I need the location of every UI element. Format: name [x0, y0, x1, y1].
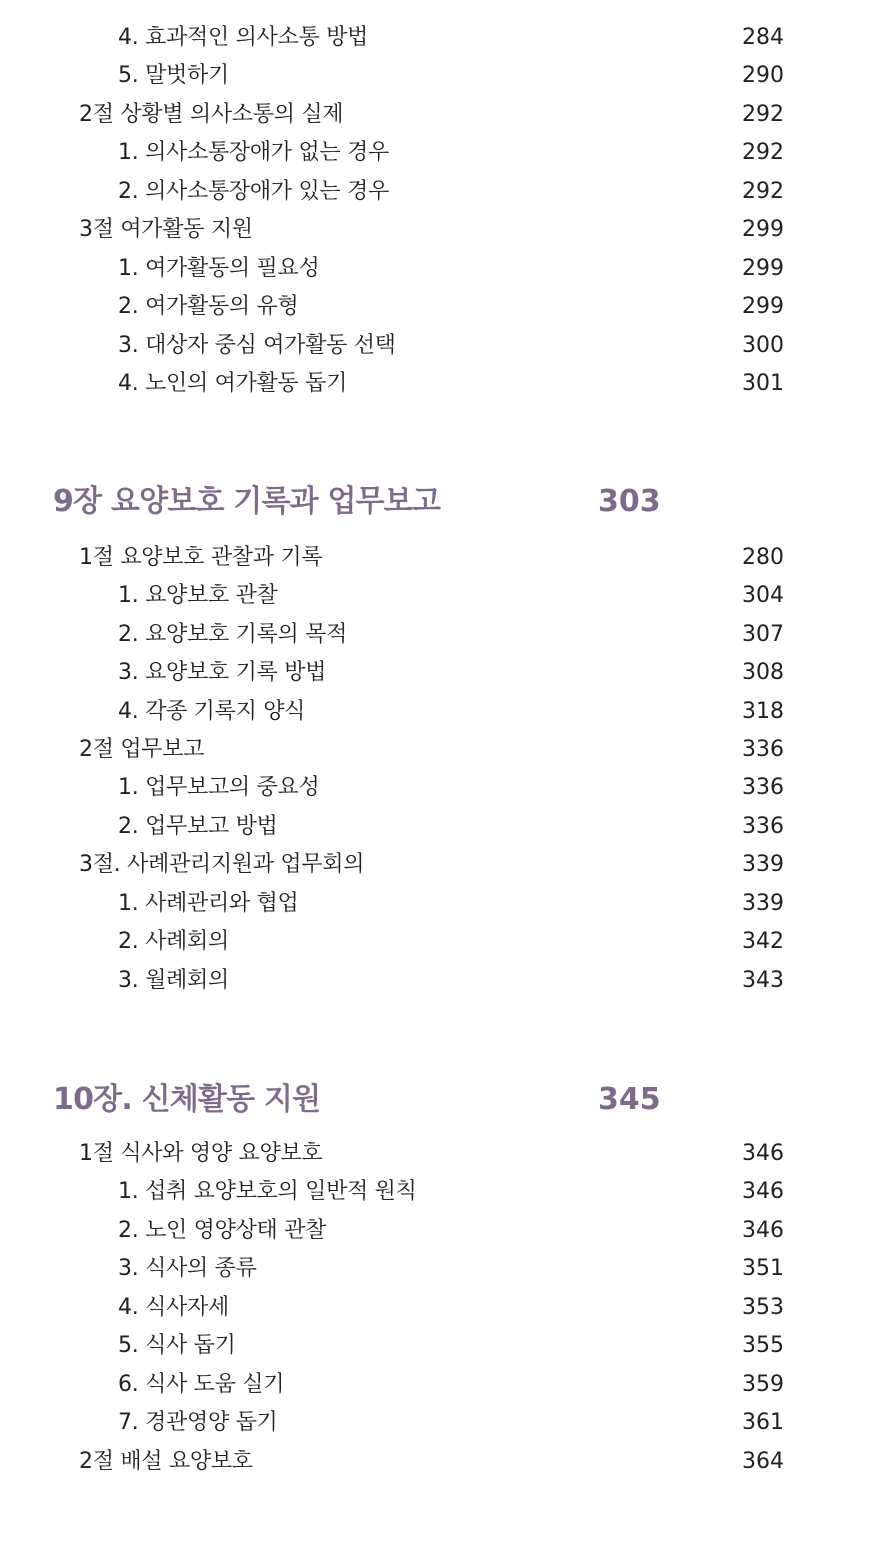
chapter-page: 303: [598, 484, 661, 519]
toc-entry-page: 284: [742, 25, 784, 50]
toc-section-label: 2절 배설 요양보호: [79, 1449, 253, 1474]
toc-entry-page: 339: [742, 891, 784, 916]
toc-entry[interactable]: [0, 173, 889, 211]
chapter-title: 9장 요양보호 기록과 업무보고: [53, 484, 441, 519]
toc-entry-page: 355: [742, 1333, 784, 1358]
chapter-title: 10장. 신체활동 지원: [53, 1082, 321, 1117]
toc-entry-label: 6. 식사 도움 실기: [118, 1372, 285, 1397]
toc-entry[interactable]: [0, 19, 889, 57]
toc-entry-page: 299: [742, 256, 784, 281]
toc-entry[interactable]: [0, 693, 889, 731]
toc-entry[interactable]: [0, 1366, 889, 1404]
toc-entry-page: 304: [742, 583, 784, 608]
toc-entry-page: 343: [742, 968, 784, 993]
toc-entry[interactable]: [0, 327, 889, 365]
toc-entry-label: 1. 업무보고의 중요성: [118, 775, 320, 800]
toc-entry-label: 2. 업무보고 방법: [118, 814, 278, 839]
toc-section-page: 336: [742, 737, 784, 762]
toc-section-label: 3절 여가활동 지원: [79, 217, 253, 242]
toc-entry-page: 292: [742, 179, 784, 204]
toc-section-label: 3절. 사례관리지원과 업무회의: [79, 852, 365, 877]
toc-entry-label: 7. 경관영양 돕기: [118, 1410, 278, 1435]
toc-entry-page: 307: [742, 622, 784, 647]
toc-section-page: 346: [742, 1141, 784, 1166]
toc-section-page: 280: [742, 545, 784, 570]
toc-entry[interactable]: [0, 57, 889, 95]
toc-section[interactable]: [0, 211, 889, 249]
toc-entry[interactable]: [0, 288, 889, 326]
toc-entry-label: 2. 여가활동의 유형: [118, 294, 299, 319]
toc-entry-page: 346: [742, 1179, 784, 1204]
toc-section-label: 1절 식사와 영양 요양보호: [79, 1141, 323, 1166]
toc-entry-page: 342: [742, 929, 784, 954]
toc-entry[interactable]: [0, 962, 889, 1000]
toc-entry-page: 299: [742, 294, 784, 319]
toc-entry-page: 351: [742, 1256, 784, 1281]
toc-entry-page: 300: [742, 333, 784, 358]
toc-entry-label: 3. 요양보호 기록 방법: [118, 660, 327, 685]
toc-entry[interactable]: [0, 885, 889, 923]
toc-entry-page: 336: [742, 775, 784, 800]
toc-entry[interactable]: [0, 1173, 889, 1211]
toc-entry-label: 2. 요양보호 기록의 목적: [118, 622, 348, 647]
toc-entry[interactable]: [0, 577, 889, 615]
toc-section-page: 299: [742, 217, 784, 242]
chapter-page: 345: [598, 1082, 661, 1117]
toc-section-label: 2절 업무보고: [79, 737, 205, 762]
toc-entry-label: 2. 의사소통장애가 있는 경우: [118, 179, 389, 204]
toc-entry-label: 3. 월례회의: [118, 968, 229, 993]
toc-section[interactable]: [0, 1135, 889, 1173]
toc-entry-page: 353: [742, 1295, 784, 1320]
toc-section[interactable]: [0, 846, 889, 884]
toc-entry-label: 4. 각종 기록지 양식: [118, 699, 306, 724]
toc-section[interactable]: [0, 1443, 889, 1481]
toc-section-page: 292: [742, 102, 784, 127]
toc-section[interactable]: [0, 731, 889, 769]
toc-entry[interactable]: [0, 1289, 889, 1327]
toc-entry-label: 4. 식사자세: [118, 1295, 229, 1320]
toc-entry[interactable]: [0, 1404, 889, 1442]
toc-entry-page: 290: [742, 63, 784, 88]
toc-entry-page: 308: [742, 660, 784, 685]
toc-entry-label: 2. 사례회의: [118, 929, 229, 954]
toc-entry-label: 2. 노인 영양상태 관찰: [118, 1218, 327, 1243]
toc-section[interactable]: [0, 96, 889, 134]
toc-entry-label: 4. 효과적인 의사소통 방법: [118, 25, 368, 50]
toc-entry[interactable]: [0, 250, 889, 288]
toc-entry-label: 1. 섭취 요양보호의 일반적 원칙: [118, 1179, 417, 1204]
toc-entry[interactable]: [0, 654, 889, 692]
toc-entry[interactable]: [0, 134, 889, 172]
toc-entry-page: 346: [742, 1218, 784, 1243]
chapter-heading[interactable]: [0, 477, 889, 527]
toc-entry-label: 1. 사례관리와 협업: [118, 891, 299, 916]
toc-entry[interactable]: [0, 365, 889, 403]
toc-entry-page: 359: [742, 1372, 784, 1397]
toc-entry-page: 336: [742, 814, 784, 839]
toc-entry[interactable]: [0, 1212, 889, 1250]
toc-section-label: 2절 상황별 의사소통의 실제: [79, 102, 344, 127]
toc-entry-label: 4. 노인의 여가활동 돕기: [118, 371, 348, 396]
toc-entry-page: 301: [742, 371, 784, 396]
toc-entry-page: 318: [742, 699, 784, 724]
toc-section-page: 364: [742, 1449, 784, 1474]
toc-entry-label: 1. 의사소통장애가 없는 경우: [118, 140, 389, 165]
toc-entry[interactable]: [0, 769, 889, 807]
toc-entry-label: 3. 대상자 중심 여가활동 선택: [118, 333, 396, 358]
toc-entry-page: 292: [742, 140, 784, 165]
toc-entry-label: 3. 식사의 종류: [118, 1256, 257, 1281]
toc-entry[interactable]: [0, 1327, 889, 1365]
toc-section-page: 339: [742, 852, 784, 877]
toc-entry-label: 5. 말벗하기: [118, 63, 229, 88]
toc-entry-label: 1. 여가활동의 필요성: [118, 256, 320, 281]
toc-entry-label: 1. 요양보호 관찰: [118, 583, 278, 608]
toc-entry-label: 5. 식사 돕기: [118, 1333, 236, 1358]
chapter-heading[interactable]: [0, 1075, 889, 1125]
toc-entry[interactable]: [0, 923, 889, 961]
toc-section-label: 1절 요양보호 관찰과 기록: [79, 545, 323, 570]
toc-entry[interactable]: [0, 1250, 889, 1288]
toc-section[interactable]: [0, 539, 889, 577]
toc-entry[interactable]: [0, 808, 889, 846]
toc-entry[interactable]: [0, 616, 889, 654]
toc-entry-page: 361: [742, 1410, 784, 1435]
